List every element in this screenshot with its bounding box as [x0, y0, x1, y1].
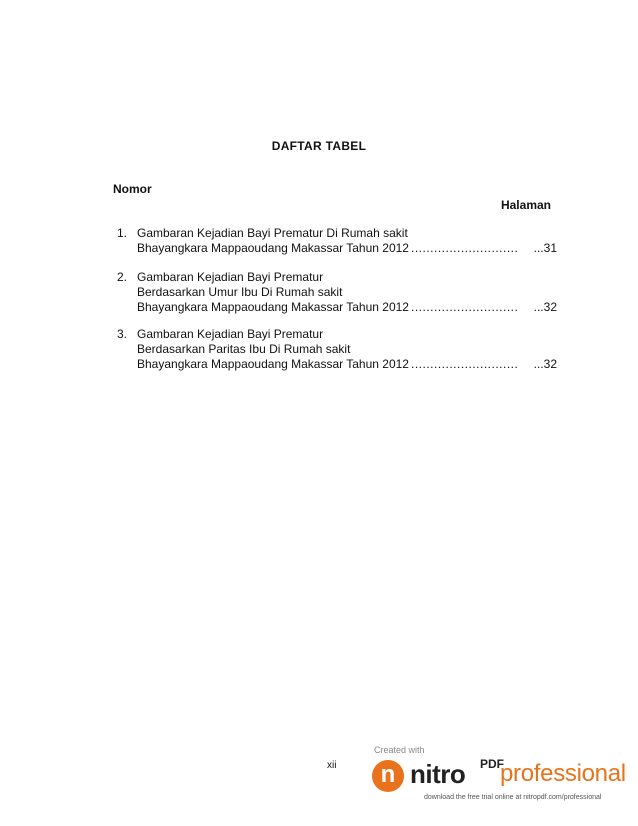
- nitro-logo-icon: n: [372, 760, 404, 792]
- leader-dots: ............................: [410, 241, 519, 255]
- table-list-entry: [117, 327, 557, 372]
- entry-line: Gambaran Kejadian Bayi Prematur: [137, 270, 324, 284]
- entry-line: Bhayangkara Mappaoudang Makassar Tahun 2012: [137, 357, 409, 371]
- entry-page-number: ...31: [533, 241, 557, 255]
- nitro-brand: nitro: [410, 759, 466, 789]
- page-number: xii: [327, 760, 337, 771]
- pdf-label: PDF: [480, 757, 504, 771]
- entry-line: Gambaran Kejadian Bayi Prematur: [137, 327, 324, 341]
- entry-line: Bhayangkara Mappaoudang Makassar Tahun 2012: [137, 300, 409, 314]
- table-list-entry: [117, 226, 557, 256]
- halaman-header: Halaman: [500, 198, 551, 212]
- download-text: download the free trial online at nitropdf.com/professional: [424, 794, 602, 801]
- page-title: DAFTAR TABEL: [271, 139, 367, 153]
- leader-dots: ............................: [410, 300, 519, 314]
- leader-dots: ............................: [410, 357, 519, 371]
- entry-number: 1.: [117, 226, 128, 240]
- entry-number: 2.: [117, 270, 128, 284]
- entry-line: Berdasarkan Paritas Ibu Di Rumah sakit: [137, 342, 351, 356]
- entry-page-number: ...32: [533, 357, 557, 371]
- entry-line: Bhayangkara Mappaoudang Makassar Tahun 2012: [137, 241, 409, 255]
- nomor-header: Nomor: [113, 182, 152, 196]
- table-list-entry: [117, 270, 557, 315]
- entry-line: Berdasarkan Umur Ibu Di Rumah sakit: [137, 285, 343, 299]
- professional-label: professional: [500, 760, 626, 787]
- entry-page-number: ...32: [533, 300, 557, 314]
- nitro-watermark: [372, 745, 632, 805]
- entry-number: 3.: [117, 327, 128, 341]
- created-with-text: Created with: [374, 745, 425, 755]
- entry-line: Gambaran Kejadian Bayi Prematur Di Rumah sakit: [137, 226, 408, 240]
